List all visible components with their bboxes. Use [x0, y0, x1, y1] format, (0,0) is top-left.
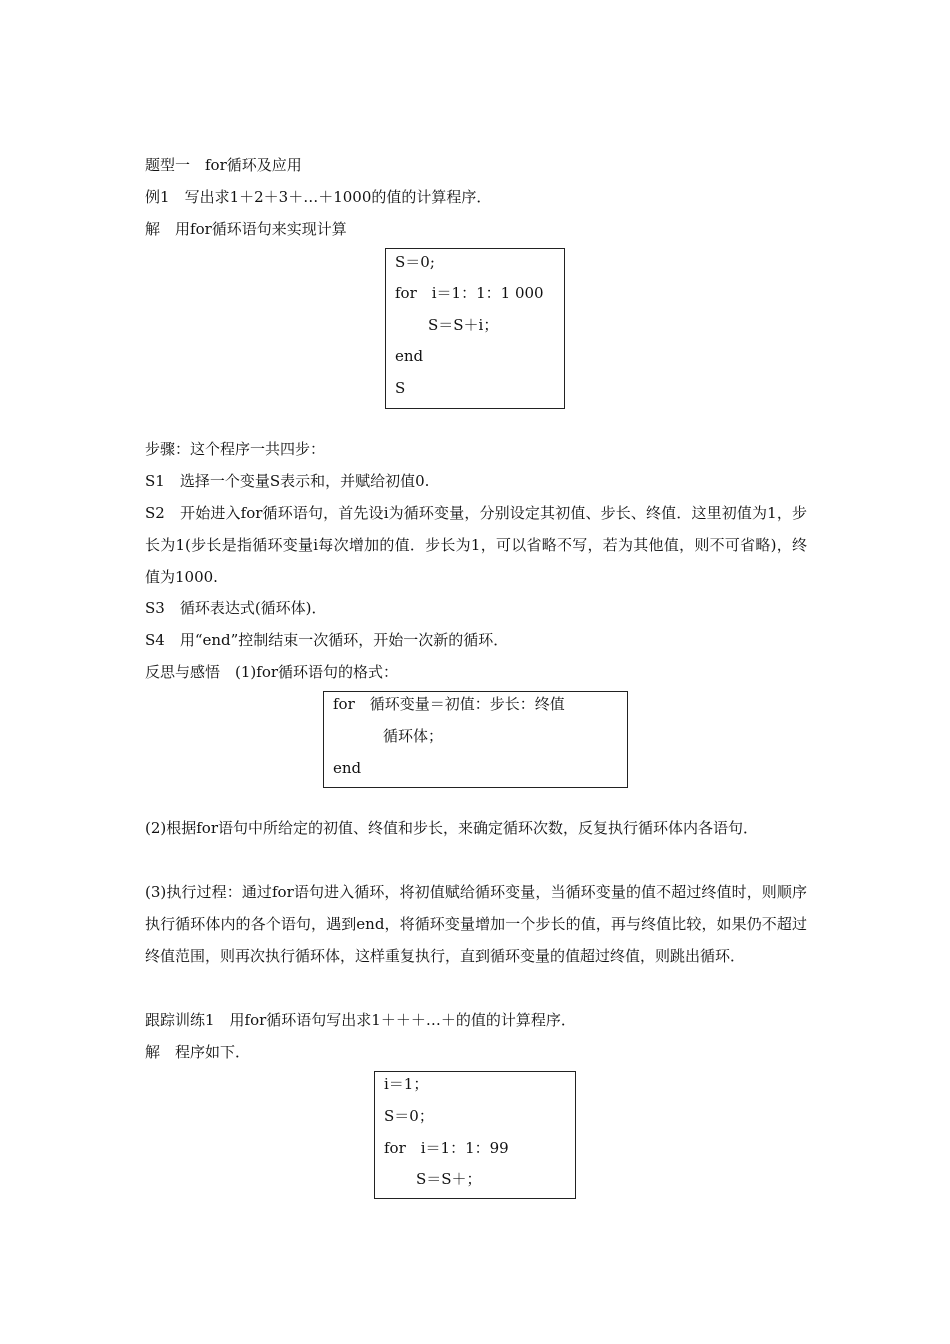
section-heading: 题型一 for循环及应用 [145, 156, 302, 174]
reflection-point-3: (3)执行过程：通过for语句进入循环，将初值赋给循环变量，当循环变量的值不超过终值时，则顺序执行循环体内的各个语句，遇到end，将循环变量增加一个步长的值，再与终值比较，如果仍不超过终值范围，则再次执行循环体，这样重复执行，直到循环变量的值超过终值，则跳出循环． [145, 883, 807, 965]
solution-text: 用for循环语句来实现计算 [175, 220, 347, 238]
code-line: for 循环变量＝初值：步长：终值 [333, 695, 565, 713]
code-line: for i＝1：1：1 000 [395, 284, 544, 302]
example-1-solution [145, 219, 347, 239]
step-s1: S1 选择一个变量S表示和，并赋给初值0. [145, 472, 430, 490]
reflection-point-2: (2)根据for语句中所给定的初值、终值和步长，来确定循环次数，反复执行循环体内各语句． [145, 819, 759, 837]
example-label: 例1 [145, 188, 170, 206]
step-s3: S3 循环表达式(循环体)． [145, 599, 327, 617]
example-1-title [145, 187, 491, 207]
code-line: for i＝1：1：99 [384, 1139, 509, 1157]
code-line: i＝1； [384, 1075, 429, 1093]
training-1-title: 跟踪训练1 用for循环语句写出求1＋＋＋…＋的值的计算程序． [145, 1011, 576, 1029]
code-line: 循环体； [383, 727, 444, 745]
training-1-solution: 解 程序如下． [145, 1043, 251, 1061]
code-line: S＝S＋i； [428, 316, 499, 334]
step-s2: S2 开始进入for循环语句，首先设i为循环变量，分别设定其初值、步长、终值．这里初值为1，步长为1(步长是指循环变量i每次增加的值．步长为1，可以省略不写，若为其他值，则不可省略)，终值为1000. [145, 504, 807, 586]
reflection-heading [145, 662, 398, 682]
code-line: end [333, 759, 362, 777]
step-s4: S4 用“end”控制结束一次循环，开始一次新的循环． [145, 631, 509, 649]
example-question: 写出求1＋2＋3＋…＋1000的值的计算程序． [184, 188, 492, 206]
code-line: S＝0; [395, 253, 435, 271]
steps-intro: 步骤：这个程序一共四步： [145, 440, 326, 458]
reflection-label: 反思与感悟 [145, 663, 221, 681]
solution-label: 解 [145, 220, 161, 238]
code-line: S＝0； [384, 1107, 434, 1125]
code-line: S [395, 379, 406, 397]
code-line: S＝S＋； [416, 1170, 482, 1188]
reflection-point-1: (1)for循环语句的格式： [235, 663, 399, 681]
code-line: end [395, 347, 424, 365]
